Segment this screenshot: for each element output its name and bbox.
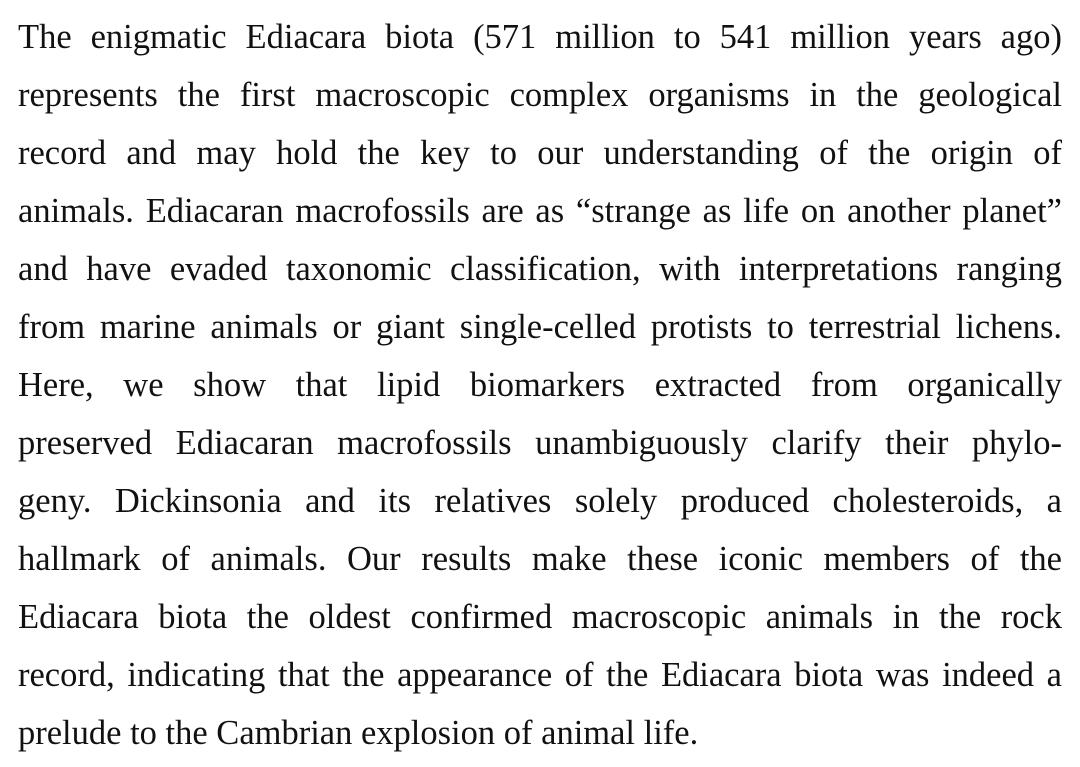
text-line: animals. Ediacaran macrofossils are as “strange as life on another planet” [18, 192, 1062, 230]
text-line: record and may hold the key to our understanding of the origin of [18, 134, 1062, 172]
abstract-paragraph [18, 8, 1062, 762]
text-line: represents the first macroscopic complex organisms in the geological [18, 76, 1062, 114]
text-line: prelude to the Cambrian explosion of animal life. [18, 714, 699, 752]
text-line: The enigmatic Ediacara biota (571 million to 541 million years ago) [18, 18, 1062, 56]
text-line: from marine animals or giant single-celled protists to terrestrial lichens. [18, 308, 1062, 346]
text-line: preserved Ediacaran macrofossils unambiguously clarify their phylo- [18, 424, 1062, 462]
text-line: hallmark of animals. Our results make these iconic members of the [18, 540, 1062, 578]
text-line: and have evaded taxonomic classification, with interpretations ranging [18, 250, 1062, 288]
text-line: record, indicating that the appearance of the Ediacara biota was indeed a [18, 656, 1062, 694]
text-line: Here, we show that lipid biomarkers extracted from organically [18, 366, 1062, 404]
text-line: Ediacara biota the oldest confirmed macroscopic animals in the rock [18, 598, 1062, 636]
text-line: geny. Dickinsonia and its relatives solely produced cholesteroids, a [18, 482, 1062, 520]
